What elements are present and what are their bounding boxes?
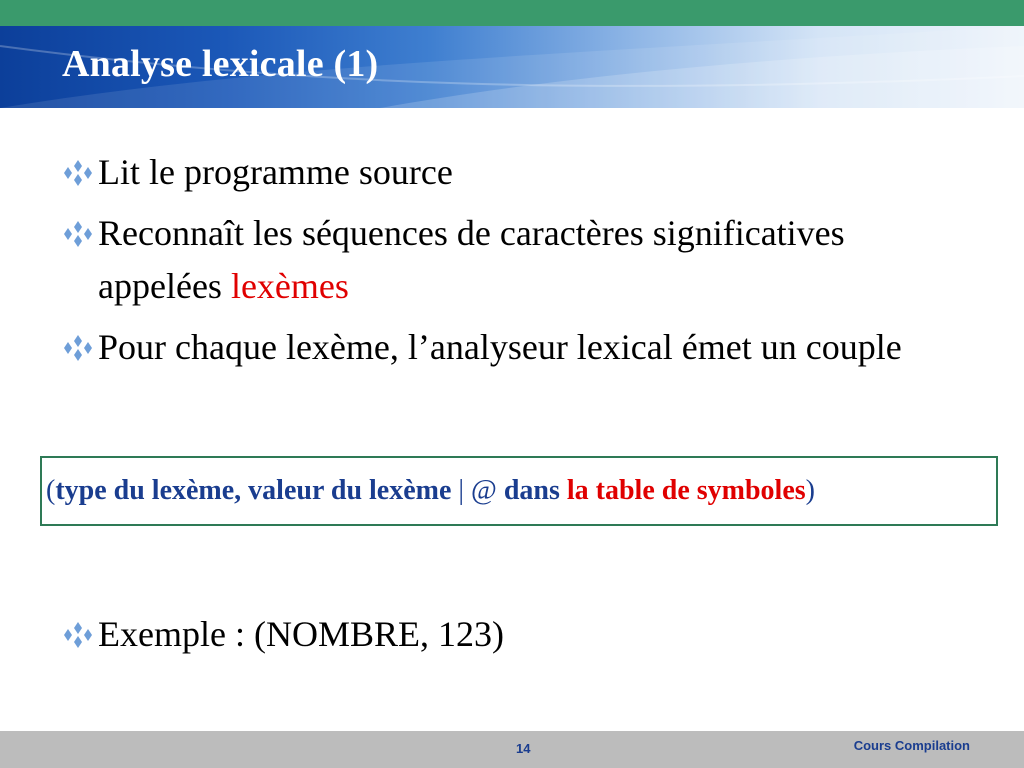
bullet-item bbox=[62, 321, 962, 374]
tuple-separator: | @ bbox=[451, 475, 504, 506]
bullet-text: Lit le programme source bbox=[98, 152, 453, 192]
bullet-item bbox=[62, 146, 962, 199]
tuple-box bbox=[40, 456, 998, 526]
footer-bar bbox=[0, 731, 1024, 768]
bullet-item bbox=[62, 207, 962, 313]
bullet-text: Reconnaît les séquences de caractères significatives appelées bbox=[98, 213, 845, 306]
diamond-bullet-icon bbox=[62, 333, 94, 363]
tuple-part-type-value: type du lexème, valeur du lexème bbox=[55, 475, 452, 506]
header-strip bbox=[0, 0, 1024, 26]
diamond-bullet-icon bbox=[62, 219, 94, 249]
page-number: 14 bbox=[516, 741, 531, 756]
diamond-bullet-icon bbox=[62, 158, 94, 188]
slide-title: Analyse lexicale (1) bbox=[62, 43, 379, 85]
tuple-open-paren: ( bbox=[46, 475, 56, 506]
bullet-list bbox=[62, 146, 962, 374]
bullet-text: Pour chaque lexème, l’analyseur lexical émet un couple bbox=[98, 327, 902, 367]
tuple-part-symbol-table: la table de symboles bbox=[566, 475, 806, 506]
diamond-bullet-icon bbox=[62, 620, 94, 650]
example-list bbox=[62, 608, 504, 661]
footer-course-name: Cours Compilation bbox=[853, 738, 970, 753]
tuple-part-dans: dans bbox=[503, 475, 567, 506]
bullet-highlight-term: lexèmes bbox=[230, 266, 349, 306]
example-item bbox=[98, 608, 504, 661]
example-text: Exemple : (NOMBRE, 123) bbox=[98, 614, 504, 654]
tuple-close-paren: ) bbox=[805, 475, 815, 506]
